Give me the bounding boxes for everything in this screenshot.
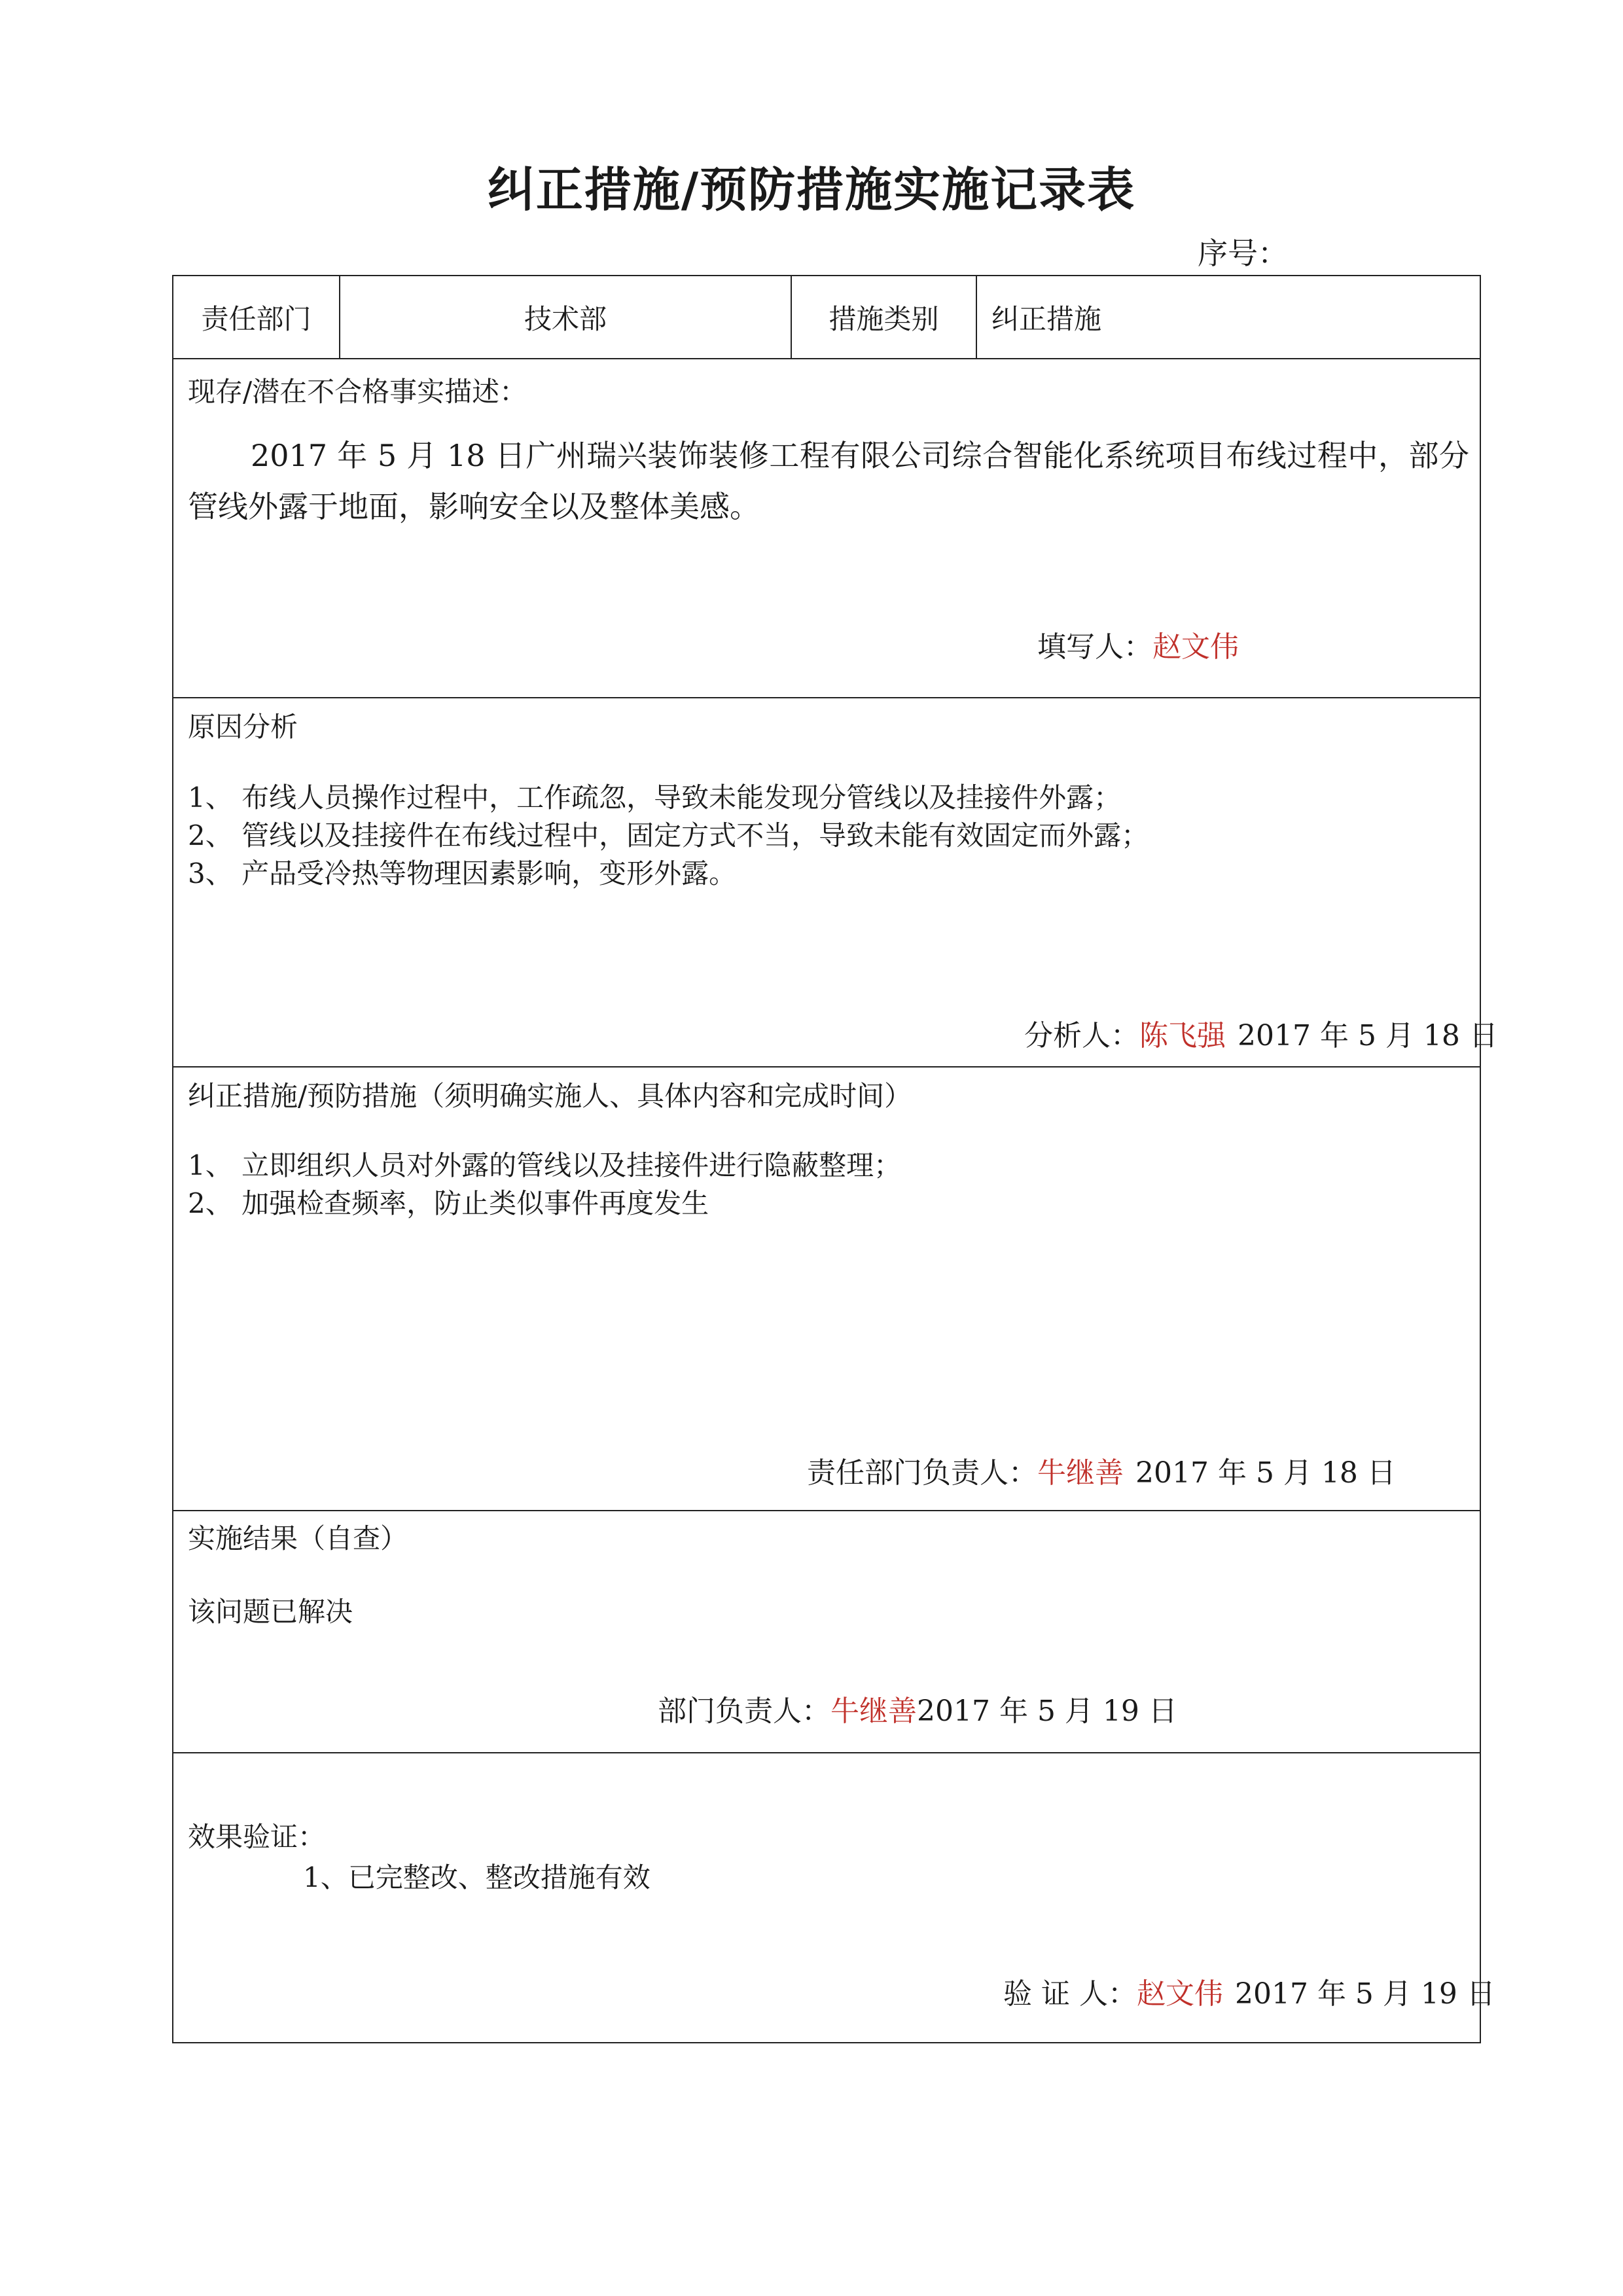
serial-number-label: 序号： — [1198, 236, 1288, 271]
cause-section — [173, 698, 1498, 1067]
analyst-date: 2017 年 5 月 18 日 — [1238, 1019, 1498, 1052]
description-section — [173, 359, 1480, 698]
cause-item: 1、 布线人员操作过程中，工作疏忽，导致未能发现分管线以及挂接件外露； — [188, 781, 1122, 814]
dept-label: 责任部门 — [201, 302, 312, 335]
filler-name: 赵文伟 — [1152, 630, 1239, 664]
verification-heading: 效果验证： — [188, 1821, 326, 1853]
measures-owner-label: 责任部门负责人： — [807, 1456, 1037, 1490]
cause-heading: 原因分析 — [188, 711, 298, 743]
verifier-label: 验 证 人： — [1003, 1977, 1137, 2011]
measure-item: 1、 立即组织人员对外露的管线以及挂接件进行隐蔽整理； — [188, 1149, 902, 1181]
result-section — [173, 1511, 1480, 1753]
description-heading: 现存/潜在不合格事实描述： — [188, 376, 527, 408]
result-heading: 实施结果（自查） — [188, 1522, 408, 1554]
verifier-date: 2017 年 5 月 19 日 — [1234, 1977, 1495, 2011]
result-owner-label: 部门负责人： — [658, 1695, 830, 1728]
cause-item: 3、 产品受冷热等物理因素影响，变形外露。 — [188, 857, 737, 889]
measures-owner-date: 2017 年 5 月 18 日 — [1135, 1456, 1396, 1490]
form-title: 纠正措施/预防措施实施记录表 — [487, 162, 1136, 217]
measures-owner-name: 牛继善 — [1037, 1456, 1124, 1490]
dept-value: 技术部 — [524, 302, 607, 335]
header-row — [173, 276, 1480, 359]
verifier-signature — [1003, 1975, 1495, 2014]
verification-item: 1、已完整改、整改措施有效 — [303, 1861, 651, 1893]
measure-item: 2、 加强检查频率，防止类似事件再度发生 — [188, 1187, 709, 1219]
result-owner-signature — [658, 1692, 1177, 1731]
measures-section — [173, 1067, 1480, 1511]
analyst-name: 陈飞强 — [1139, 1019, 1226, 1052]
measures-heading: 纠正措施/预防措施（须明确实施人、具体内容和完成时间） — [188, 1080, 912, 1112]
analyst-signature — [1024, 1016, 1498, 1056]
type-value-cell — [977, 276, 1481, 358]
cause-item: 2、 管线以及挂接件在布线过程中，固定方式不当，导致未能有效固定而外露； — [188, 819, 1149, 852]
filler-signature — [1037, 628, 1239, 667]
analyst-label: 分析人： — [1024, 1019, 1139, 1052]
dept-value-cell — [340, 276, 792, 358]
result-owner-name: 牛继善 — [830, 1695, 917, 1728]
filler-label: 填写人： — [1037, 630, 1152, 664]
type-value: 纠正措施 — [991, 302, 1102, 335]
result-text: 该问题已解决 — [188, 1596, 353, 1628]
type-label: 措施类别 — [829, 302, 939, 335]
record-form — [172, 275, 1498, 2043]
result-owner-date: 2017 年 5 月 19 日 — [917, 1695, 1177, 1728]
verifier-name: 赵文伟 — [1136, 1977, 1223, 2011]
description-text: 2017 年 5 月 18 日广州瑞兴装饰装修工程有限公司综合智能化系统项目布线过程中，部分管线外露于地面，影响安全以及整体美感。 — [188, 438, 1469, 524]
verification-section — [173, 1753, 1495, 2042]
measures-owner-signature — [807, 1454, 1396, 1493]
type-label-cell — [792, 276, 977, 358]
dept-label-cell — [173, 276, 340, 358]
